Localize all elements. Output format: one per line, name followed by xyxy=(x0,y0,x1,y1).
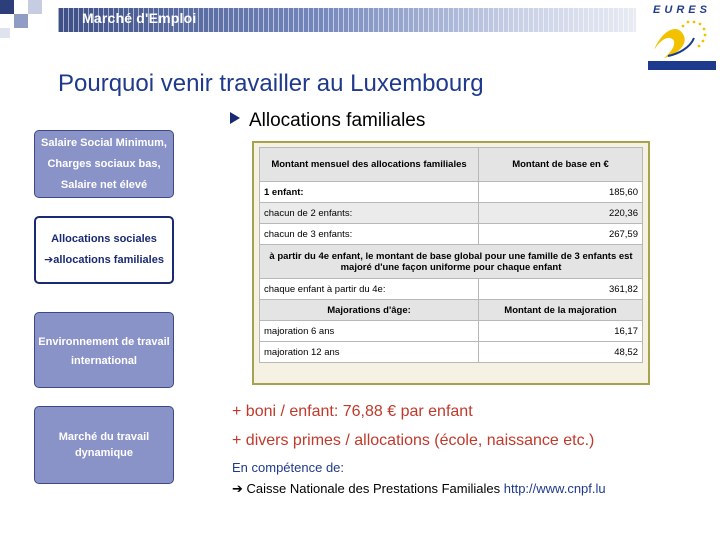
caisse-name: ➔ Caisse Nationale des Prestations Familiales xyxy=(232,481,504,496)
table-cell-label: chacun de 3 enfants: xyxy=(260,224,479,245)
table-cell-label: majoration 6 ans xyxy=(260,321,479,342)
sidebar-item-environnement[interactable] xyxy=(34,312,174,388)
table-cell-label: chaque enfant à partir du 4e: xyxy=(260,279,479,300)
primes-text: + divers primes / allocations (école, naissance etc.) xyxy=(232,432,595,449)
header-banner xyxy=(0,0,728,44)
decor-square xyxy=(0,28,10,38)
sidebar-item-label: Salaire Social Minimum, xyxy=(41,136,167,149)
caisse-line xyxy=(232,481,606,497)
table-note-cell: à partir du 4e enfant, le montant de base global pour une famille de 3 enfants est majoré d'une façon uniforme pour chaque enfant xyxy=(260,245,643,279)
eures-emblem-icon xyxy=(648,16,716,60)
eures-logo xyxy=(640,4,724,72)
table-header-cell: Montant mensuel des allocations familiales xyxy=(260,148,479,182)
sidebar-item-label: Charges sociaux bas, xyxy=(47,157,161,170)
table-cell-value: 361,82 xyxy=(479,279,643,300)
table-cell-value: 48,52 xyxy=(479,342,643,363)
sidebar-item-allocations[interactable] xyxy=(34,216,174,284)
sidebar-item-label: ➔allocations familiales xyxy=(44,254,164,266)
table-cell-label: chacun de 2 enfants: xyxy=(260,203,479,224)
table-row xyxy=(260,182,643,203)
table-row xyxy=(260,279,643,300)
table-header-cell: Majorations d'âge: xyxy=(260,300,479,321)
sidebar-item-label: international xyxy=(70,354,137,367)
sidebar-item-label: Salaire net élevé xyxy=(60,178,148,191)
eures-logo-bar xyxy=(648,61,716,70)
sidebar-item-label: Allocations sociales xyxy=(51,233,157,245)
table-row xyxy=(260,342,643,363)
table-cell-value: 185,60 xyxy=(479,182,643,203)
decor-square xyxy=(0,0,14,14)
decor-square xyxy=(28,0,42,14)
table-row xyxy=(260,224,643,245)
table-cell-label: majoration 12 ans xyxy=(260,342,479,363)
page-title: Pourquoi venir travailler au Luxembourg xyxy=(58,70,484,97)
header-title: Marché d'Emploi xyxy=(82,10,197,26)
table-cell-value: 267,59 xyxy=(479,224,643,245)
table-row xyxy=(260,203,643,224)
bullet-text: Allocations familiales xyxy=(249,110,426,131)
allocation-table-frame xyxy=(252,141,650,385)
sidebar-item-label: dynamique xyxy=(74,447,134,459)
table-subheader-row xyxy=(260,300,643,321)
allocation-table xyxy=(259,147,643,363)
table-header-row xyxy=(260,148,643,182)
decor-square xyxy=(14,14,28,28)
table-cell-value: 220,36 xyxy=(479,203,643,224)
sidebar-item-label: Environnement de travail xyxy=(38,335,170,348)
table-header-cell: Montant de la majoration xyxy=(479,300,643,321)
eures-logo-text: EURES xyxy=(653,4,711,16)
table-header-cell: Montant de base en € xyxy=(479,148,643,182)
table-cell-label: 1 enfant: xyxy=(260,182,479,203)
table-cell-value: 16,17 xyxy=(479,321,643,342)
cnpf-link[interactable]: http://www.cnpf.lu xyxy=(503,481,606,496)
sidebar-item-marche[interactable] xyxy=(34,406,174,484)
competence-label: En compétence de: xyxy=(232,460,345,475)
bullet-heading xyxy=(230,110,425,132)
boni-text: + boni / enfant: 76,88 € par enfant xyxy=(232,403,473,420)
table-note-row xyxy=(260,245,643,279)
bullet-arrow-icon xyxy=(230,112,240,124)
table-row xyxy=(260,321,643,342)
sidebar-item-salaire[interactable] xyxy=(34,130,174,198)
sidebar-item-label: Marché du travail xyxy=(58,431,150,443)
